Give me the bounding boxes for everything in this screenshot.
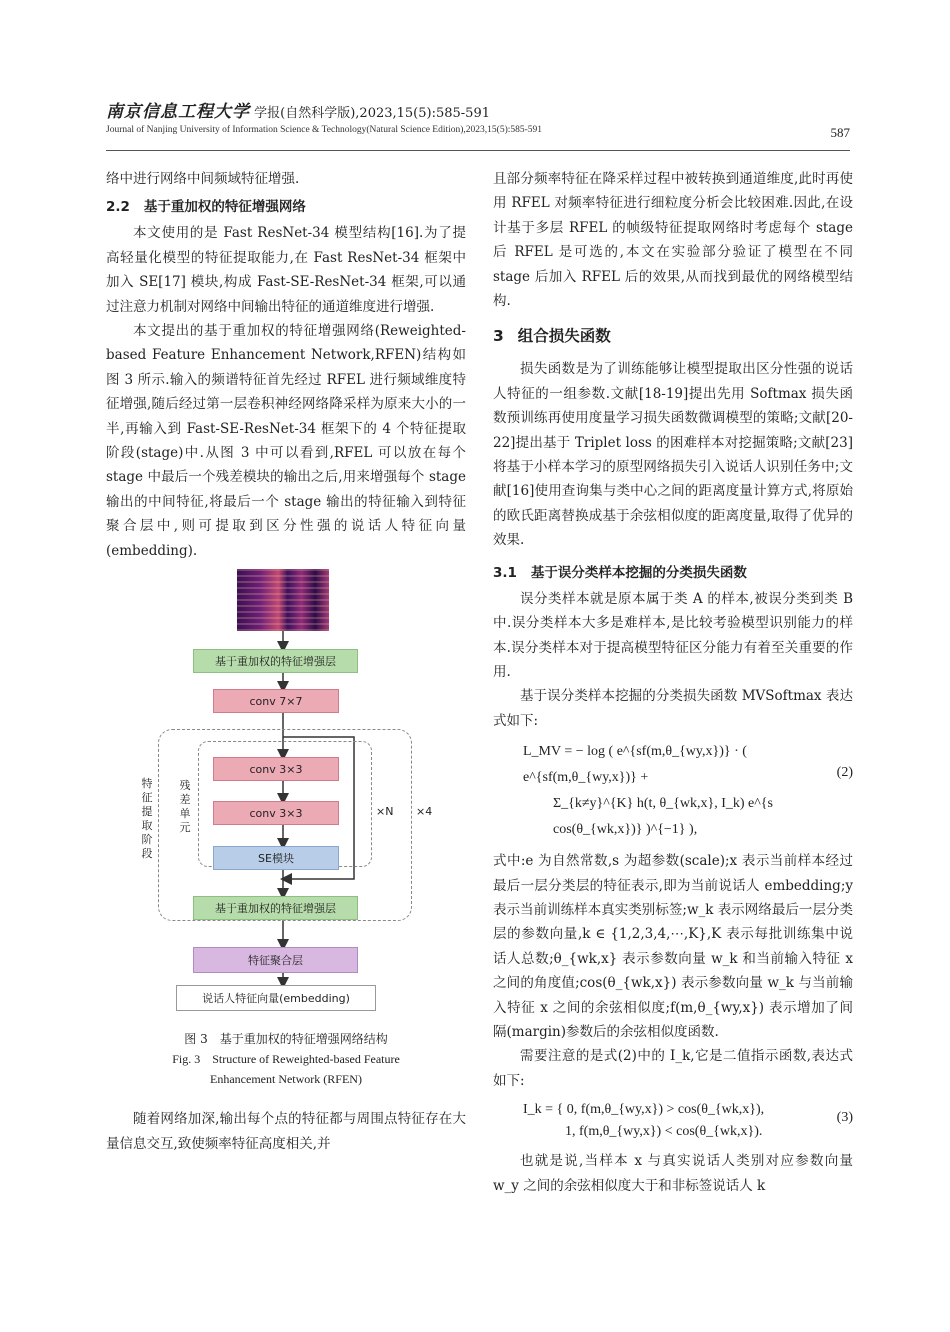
speaker-embedding-output: 说话人特征向量(embedding) <box>176 985 376 1011</box>
equation-2-line-2: Σ_{k≠y}^{K} h(t, θ_{wk,x}, I_k) e^{s cos(θ_{wk,x})} )^{−1} ), <box>553 796 773 838</box>
right-paragraph-5: 需要注意的是式(2)中的 I_k,它是二值指示函数,表达式如下: <box>493 1048 853 1089</box>
se-module-block: SE模块 <box>213 846 339 870</box>
journal-citation-cn: 学报(自然科学版),2023,15(5):585-591 <box>254 106 490 121</box>
figure-caption-cn: 图 3 基于重加权的特征增强网络结构 <box>184 1032 388 1047</box>
section-3-1-number: 3.1 <box>493 564 517 581</box>
left-paragraph-1: 本文使用的是 Fast ResNet-34 模型结构[16].为了提高轻量化模型的特征提取能力,在 Fast ResNet-34 框架中加入 SE[17] 模块,构成 Fast-SE-ResNet-34 框架,可以通过注意力机制对网络中间输出特征的通道维度进行增强. <box>106 225 466 315</box>
label-times-n: ×N <box>376 805 394 819</box>
left-paragraph-3: 随着网络加深,输出每个点的特征都与周围点特征存在大量信息交互,致使频率特征高度相关,并 <box>106 1111 466 1152</box>
header-rule <box>106 150 850 151</box>
journal-citation-en: Journal of Nanjing University of Information Science & Technology(Natural Science Edition),2023,15(5):585-591 <box>106 125 543 135</box>
section-3-1-title: 基于误分类样本挖掘的分类损失函数 <box>530 564 747 581</box>
journal-header-cn <box>106 103 850 123</box>
left-paragraph-2: 本文提出的基于重加权的特征增强网络(Reweighted-based Feature Enhancement Network,RFEN)结构如图 3 所示.输入的频谱特征首先经过 RFEL 进行频域维度特征增强,随后经过第一层卷积神经网络降采样为原来大小的一半,再输入到 Fast-SE-ResNet-34 框架下的 4 个特征提取阶段(stage)中.从图 3 中可以看到,RFEL 可以放在每个 stage 中最后一个残差模块的输出之后,用来增强每个 stage 输出的中间特征,将最后一个 stage 输出的特征输入到特征聚合层中,则可提取到区分性强的说话人特征向量(embedding). <box>106 323 466 559</box>
page-number: 587 <box>830 125 850 140</box>
right-paragraph-4: 式中:e 为自然常数,s 为超参数(scale);x 表示当前样本经过最后一层分类层的特征表示,即为当前说话人 embedding;y 表示当前训练样本真实类别标签;w_k 表示网络最后一层分类层的参数向量,k ∈ {1,2,3,4,⋯,K},K 表示每批训练集中说话人总数;θ_{wk,x} 表示参数向量 w_k 和当前输入特征 x 之间的角度值;cos(θ_{wk,x}) 表示参数向量 w_k 与当前输入特征 x 之间的余弦相似度;f(m,θ_{wy,x}) 表示增加了间隔(margin)参数后的余弦相似度函数. <box>493 853 853 1040</box>
section-3-1-heading <box>493 561 853 585</box>
label-feature-extraction-stage: 特征提取阶段 <box>141 777 153 861</box>
label-residual-unit: 残差单元 <box>179 779 191 835</box>
conv3x3-block-2: conv 3×3 <box>213 801 339 825</box>
left-column <box>106 167 466 1156</box>
label-times-4: ×4 <box>416 805 433 819</box>
section-3-number: 3 <box>493 327 504 346</box>
section-3-title: 组合损失函数 <box>517 327 611 346</box>
figure-3 <box>106 569 466 1087</box>
section-2-2-title: 基于重加权的特征增强网络 <box>143 199 306 216</box>
equation-3-number: (3) <box>836 1110 853 1126</box>
equation-3-line-2: 1, f(m,θ_{wy,x}) < cos(θ_{wk,x}). <box>565 1124 763 1140</box>
conv3x3-block-1: conv 3×3 <box>213 757 339 781</box>
right-paragraph-6: 也就是说,当样本 x 与真实说话人类别对应参数向量 w_y 之间的余弦相似度大于和非标签说话人 k <box>493 1153 853 1194</box>
equation-2-number: (2) <box>836 765 853 781</box>
right-paragraph-0: 且部分频率特征在降采样过程中被转换到通道维度,此时再使用 RFEL 对频率特征进行细粒度分析会比较困难.因此,在设计基于多层 RFEL 的帧级特征提取网络时考虑每个 stage 后 RFEL 是可选的,本文在实验部分验证了模型在不同 stage 后加入 RFEL 后的效果,从而找到最优的网络模型结构. <box>493 171 853 310</box>
section-2-2-heading <box>106 195 466 219</box>
section-3-heading <box>493 323 853 349</box>
right-column <box>493 167 853 1198</box>
figure-caption-en-2: Enhancement Network (RFEN) <box>210 1072 362 1087</box>
feature-aggregation-layer: 特征聚合层 <box>193 947 358 973</box>
equation-3-line-1: I_k = { 0, f(m,θ_{wy,x}) > cos(θ_{wk,x}), <box>523 1102 765 1118</box>
university-logo-text: 南京信息工程大学 <box>106 102 250 122</box>
equation-2-line-1: L_MV = − log ( e^{sf(m,θ_{wy,x})} · ( e^{sf(m,θ_{wy,x})} + <box>523 744 747 786</box>
figure-caption <box>106 1029 466 1089</box>
conv7x7-block: conv 7×7 <box>213 689 339 713</box>
page-header <box>106 102 850 140</box>
left-paragraph-0: 络中进行网络中间频域特征增强. <box>106 171 300 187</box>
right-paragraph-3: 基于误分类样本挖掘的分类损失函数 MVSoftmax 表达式如下: <box>493 688 853 729</box>
reweighting-enhancement-layer-top: 基于重加权的特征增强层 <box>193 649 358 673</box>
equation-3 <box>493 1099 853 1143</box>
reweighting-enhancement-layer-bottom: 基于重加权的特征增强层 <box>193 896 358 920</box>
section-2-2-number: 2.2 <box>106 199 130 216</box>
figure-caption-en-1: Fig. 3 Structure of Reweighted-based Feature <box>172 1052 400 1067</box>
right-paragraph-2: 误分类样本就是原本属于类 A 的样本,被误分类到类 B 中.误分类样本大多是难样本,是比较考验模型识别能力的样本.误分类样本对于提高模型特征区分能力有着至关重要的作用. <box>493 590 853 680</box>
equation-2 <box>493 739 853 843</box>
right-paragraph-1: 损失函数是为了训练能够让模型提取出区分性强的说话人特征的一组参数.文献[18-19]提出先用 Softmax 损失函数预训练再使用度量学习损失函数微调模型的策略;文献[20-22]提出基于 Triplet loss 的困难样本对挖掘策略;文献[23]将基于小样本学习的原型网络损失引入说话人识别任务中;文献[16]使用查询集与类中心之间的距离度量计算方式,将原始的欧氏距离替换成基于余弦相似度的距离度量,取得了优异的效果. <box>493 361 853 549</box>
